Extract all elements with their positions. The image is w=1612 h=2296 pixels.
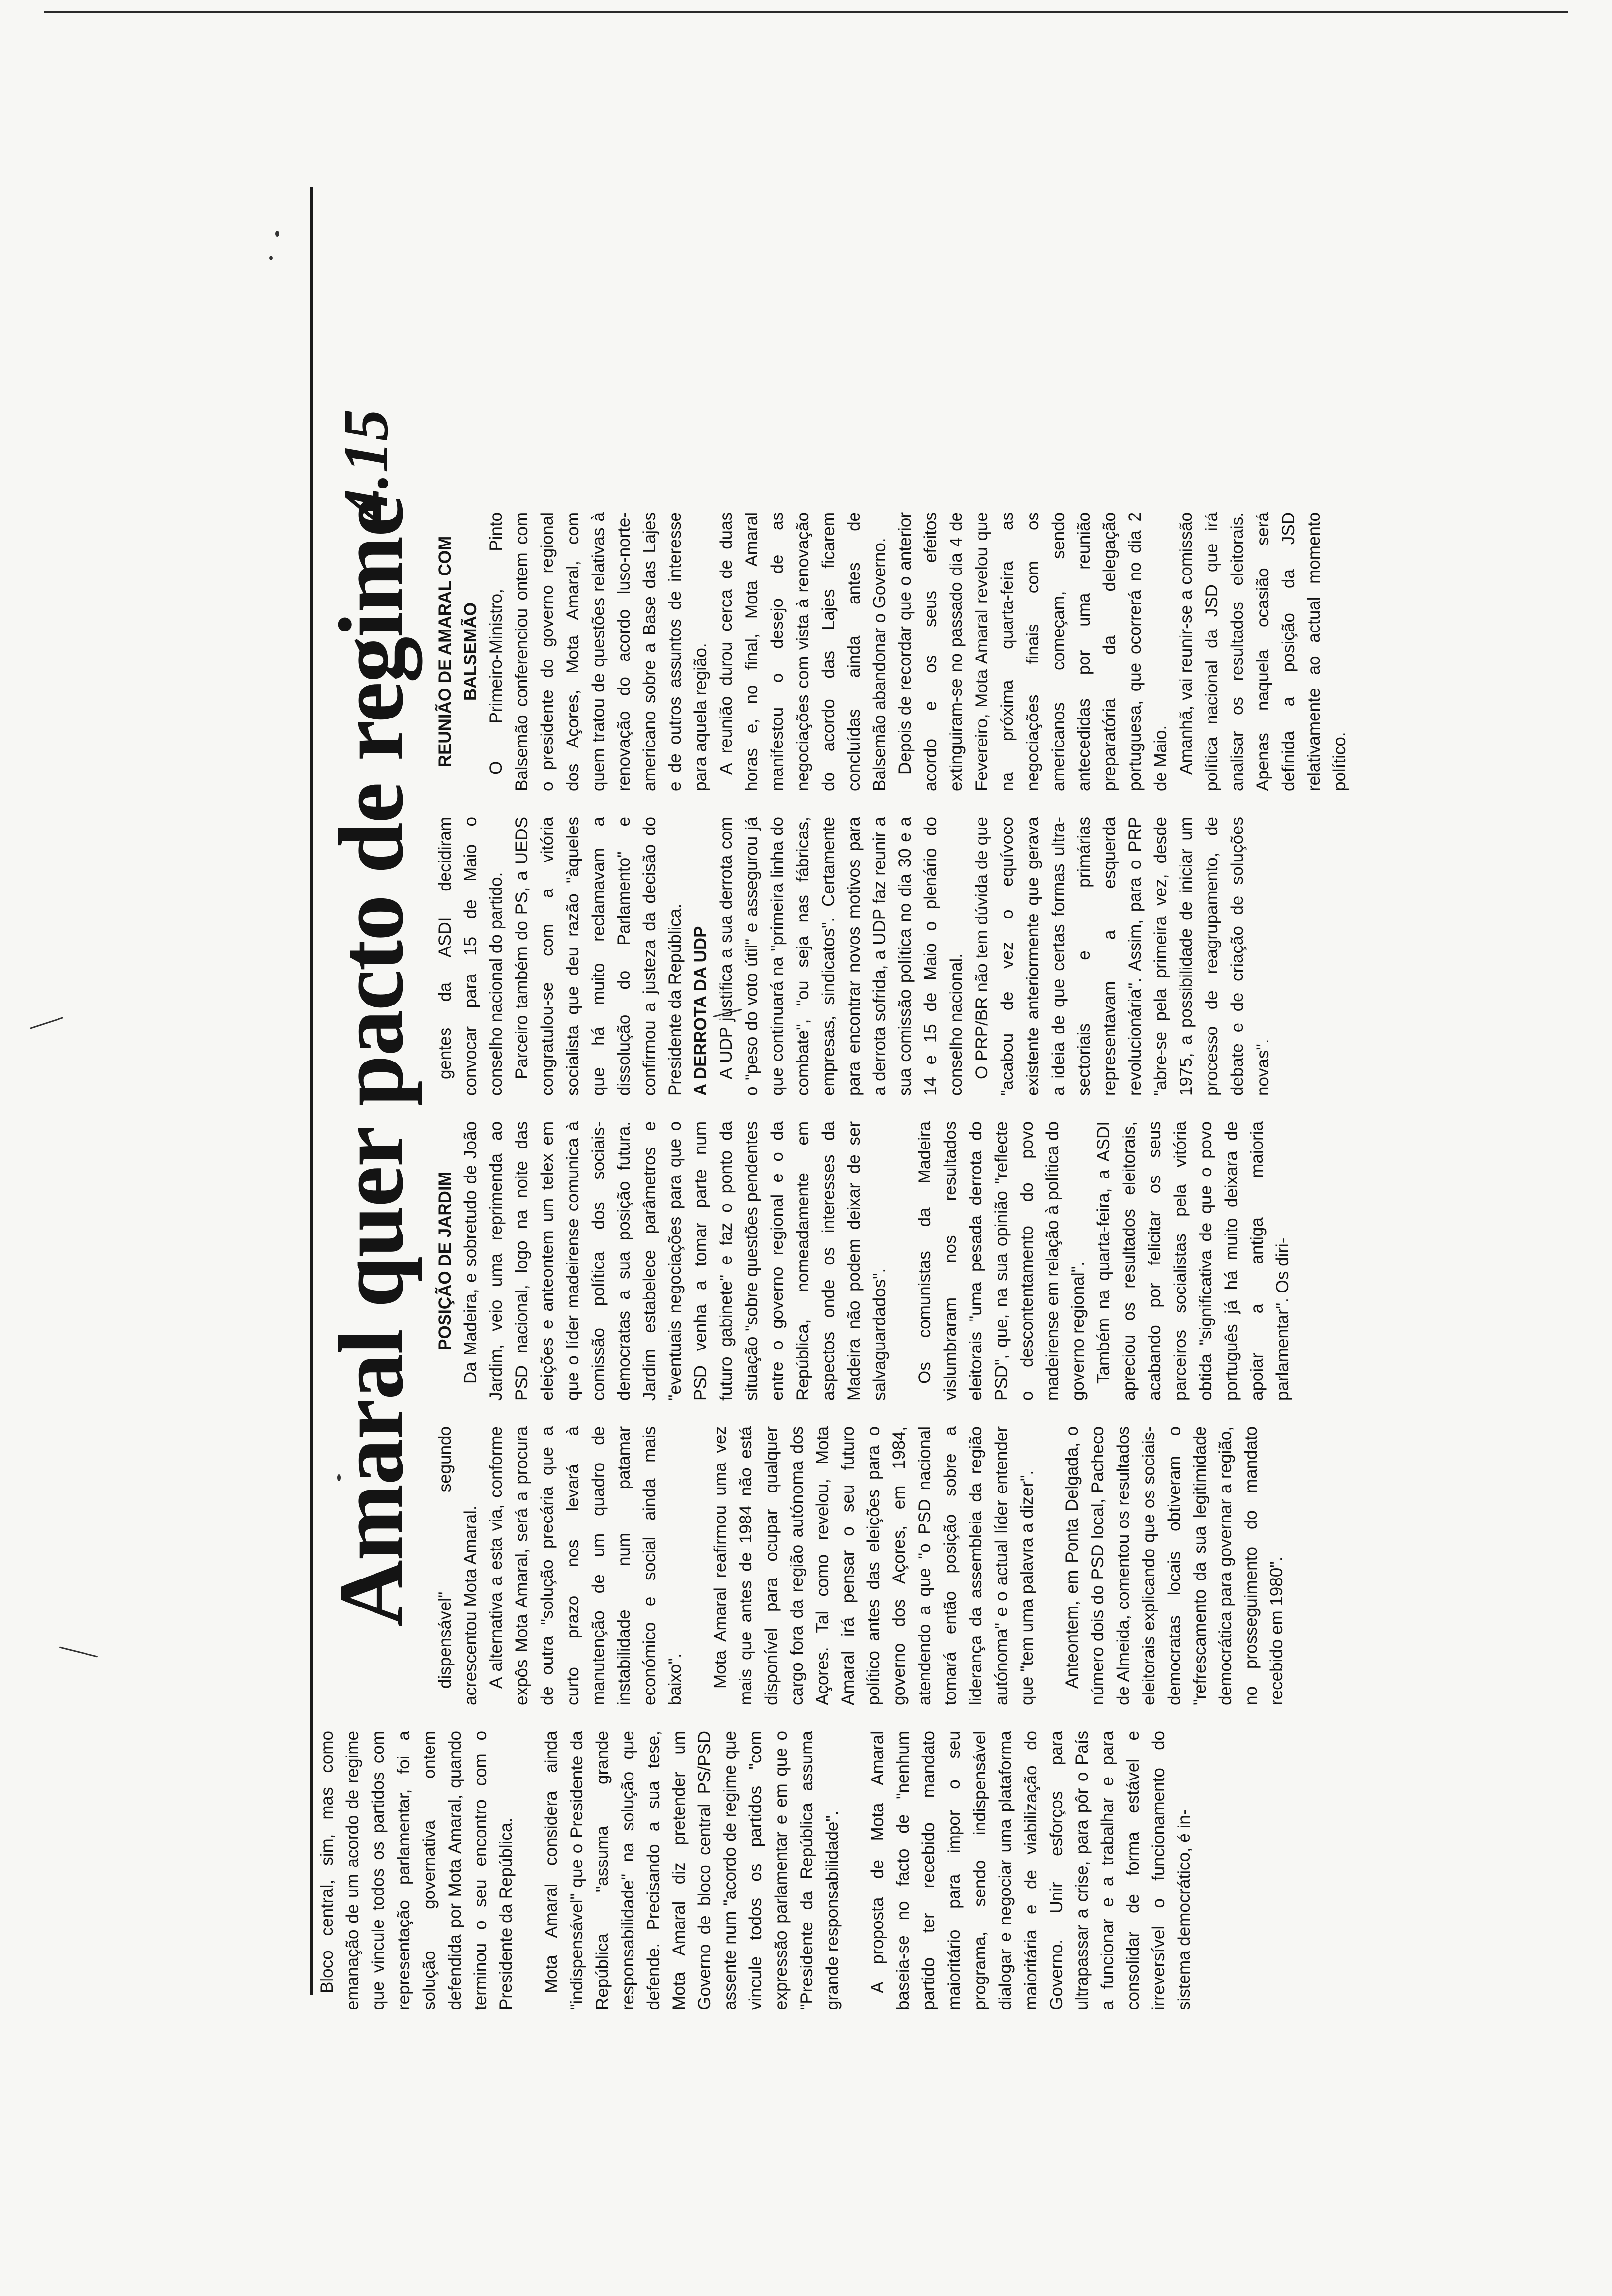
section-heading: POSIÇÃO DE JARDIM (435, 1172, 455, 1350)
paragraph: dispensável" segundo acrescentou Mota Amaral. (435, 1426, 480, 1705)
speck (269, 256, 273, 260)
paragraph: Amanhã, vai reunir-se a comissão política nacional da JSD que irá analisar os resultados eleitorais. Apenas naquela ocasião será definida a posição da JSD relativamente ao actual momento político. (1177, 512, 1349, 791)
paragraph: A UDP justifica a sua derrota com o "peso do voto útil" e assegurou já que continuará na "primeira linha do combate", "ou seja nas fábricas, empresas, sindicatos". Certamente para encontrar novos motivos para a derrota sofrida, a UDP faz reunir a sua comissão política no dia 30 e a 14 e 15 de Maio o plenário do conselho nacional. (717, 817, 966, 1096)
paragraph: Mota Amaral reafirmou uma vez mais que antes de 1984 não está disponível para ocupar qualquer cargo fora da região autónoma dos Açores. Tal como revelou, Mota Amaral irá pensar o seu futuro político antes das eleições para o governo dos Açores, em 1984, atendendo a que "o PSD nacional tomará então posição sobre a liderança da assembleia da região autónoma" e o actual líder entender que "tem uma palavra a dizer". (711, 1426, 1036, 1705)
edge-mark (30, 1017, 63, 1029)
paragraph: Mota Amaral considera ainda "indispensável" que o Presidente da República "assuma grande responsabilidade" na solução que defende. Precisando a sua tese, Mota Amaral diz pretender um Governo de bloco central PS/PSD assente num "acordo de regime que vincule todos os partidos "com expressão parlamentar e em que o "Presidente da República assuma grande responsabilidade". (542, 1731, 842, 2010)
edge-mark (59, 1646, 98, 1657)
article-column-1 (315, 1731, 1197, 2010)
paragraph: O PRP/BR não tem dúvida de que "acabou de vez o equívoco existente anteriormente que gerava a ideia de que certas formas ultra-sectoriais e primárias representavam a esquerda revolucionária". Assim, para o PRP "abre-se pela primeira vez, desde 1975, a possibilidade de iniciar um processo de reagrupamento, de debate e de criação de soluções novas". (972, 817, 1272, 1096)
article-column-2 (432, 1426, 1290, 1705)
paragraph: Também na quarta-feira, a ASDI apreciou os resultados eleitorais, acabando por felicitar os seus parceiros socialistas pela vitória obtida "significativa de que o povo português já há muito deixara de apoiar a antiga maioria parlamentar". Os diri- (1094, 1121, 1292, 1401)
article-column-5 (432, 512, 1353, 791)
paragraph: Da Madeira, e sobretudo de João Jardim, veio uma reprimenda ao PSD nacional, logo na noite das eleições e anteontem um telex em que o líder madeirense comunica à comissão política dos sociais-democratas a sua posição futura. Jardim estabelece parâmetros e "eventuais negociações para que o PSD venha a tomar parte num futuro gabinete" e faz o ponto da situação "sobre questões pendentes entre o governo regional e o da República, nomeadamente em aspectos onde os interesses da Madeira não podem deixar de ser salvaguardados". (461, 1121, 889, 1401)
handwritten-note: 4.15 (331, 409, 402, 521)
newspaper-clipping (315, 211, 1612, 2010)
paragraph: A reunião durou cerca de duas horas e, no final, Mota Amaral manifestou o desejo de as negociações com vista à renovação do acordo das Lajes ficarem concluídas ainda antes de Balsemão abandonar o Governo. (717, 512, 889, 791)
section-heading: A DERROTA DA UDP (691, 926, 710, 1096)
paragraph: A alternativa a esta via, conforme expôs Mota Amaral, será a procura de outra "solução precária que a curto prazo nos levará à manutenção de um quadro de instabilidade num patamar económico e social ainda mais baixo". (487, 1426, 685, 1705)
article-column-3 (432, 1121, 1295, 1401)
paragraph: A proposta de Mota Amaral baseia-se no facto de "nenhum partido ter recebido mandato maioritário para impor o seu programa, sendo indispensável dialogar e negociar uma plataforma maioritária e de viabilização do Governo. Unir esforços para ultrapassar a crise, para pôr o País a funcionar e a trabalhar e para consolidar de forma estável e irreversível o funcionamento do sistema democrático, é in- (868, 1731, 1194, 2010)
paragraph: gentes da ASDI decidiram convocar para 15 de Maio o conselho nacional do partido. (435, 817, 506, 1096)
section-heading: REUNIÃO DE AMARAL COM BALSEMÃO (435, 536, 480, 768)
article-column-4 (432, 817, 1276, 1096)
paragraph: Os comunistas da Madeira vislumbraram nos resultados eleitorais "uma pesada derrota do PSD", que, na sua opinião "reflecte o descontentamento do povo madeirense em relação à política do governo regional". (915, 1121, 1088, 1401)
paragraph: Depois de recordar que o anterior acordo e os seus efeitos extinguiram-se no passado dia 4 de Fevereiro, Mota Amaral revelou que na próxima quarta-feira as negociações finais com os americanos começam, sendo antecedidas por uma reunião preparatória da delegação portuguesa, que ocorrerá no dia 2 de Maio. (895, 512, 1170, 791)
top-rule (44, 11, 1568, 13)
paragraph: Parceiro também do PS, a UEDS congratulou-se com a vitória socialista que deu razão "àqueles que há muito reclamavam a dissolução do Parlamento" e confirmou a justeza da decisão do Presidente da República. (512, 817, 685, 1096)
paragraph: Bloco central, sim, mas como emanação de um acordo de regime que vincule todos os partidos com representação parlamentar, foi a solução governativa ontem defendida por Mota Amaral, quando terminou o seu encontro com o Presidente da República. (317, 1731, 516, 2010)
paragraph: Anteontem, em Ponta Delgada, o número dois do PSD local, Pacheco de Almeida, comentou os resultados eleitorais explicando que os sociais-democratas locais obtiveram o "refrescamento da sua legitimidade democrática para governar a região, no prosseguimento do mandato recebido em 1980". (1063, 1426, 1286, 1705)
speck (275, 231, 279, 237)
headline: Amaral quer pacto de regime (319, 496, 422, 1627)
paragraph: O Primeiro-Ministro, Pinto Balsemão conferenciou ontem com o presidente do governo regional dos Açores, Mota Amaral, com quem tratou de questões relativas à renovação do acordo luso-norte-americano sobre a Base das Lajes e de outros assuntos de interesse para aquela região. (487, 512, 710, 791)
